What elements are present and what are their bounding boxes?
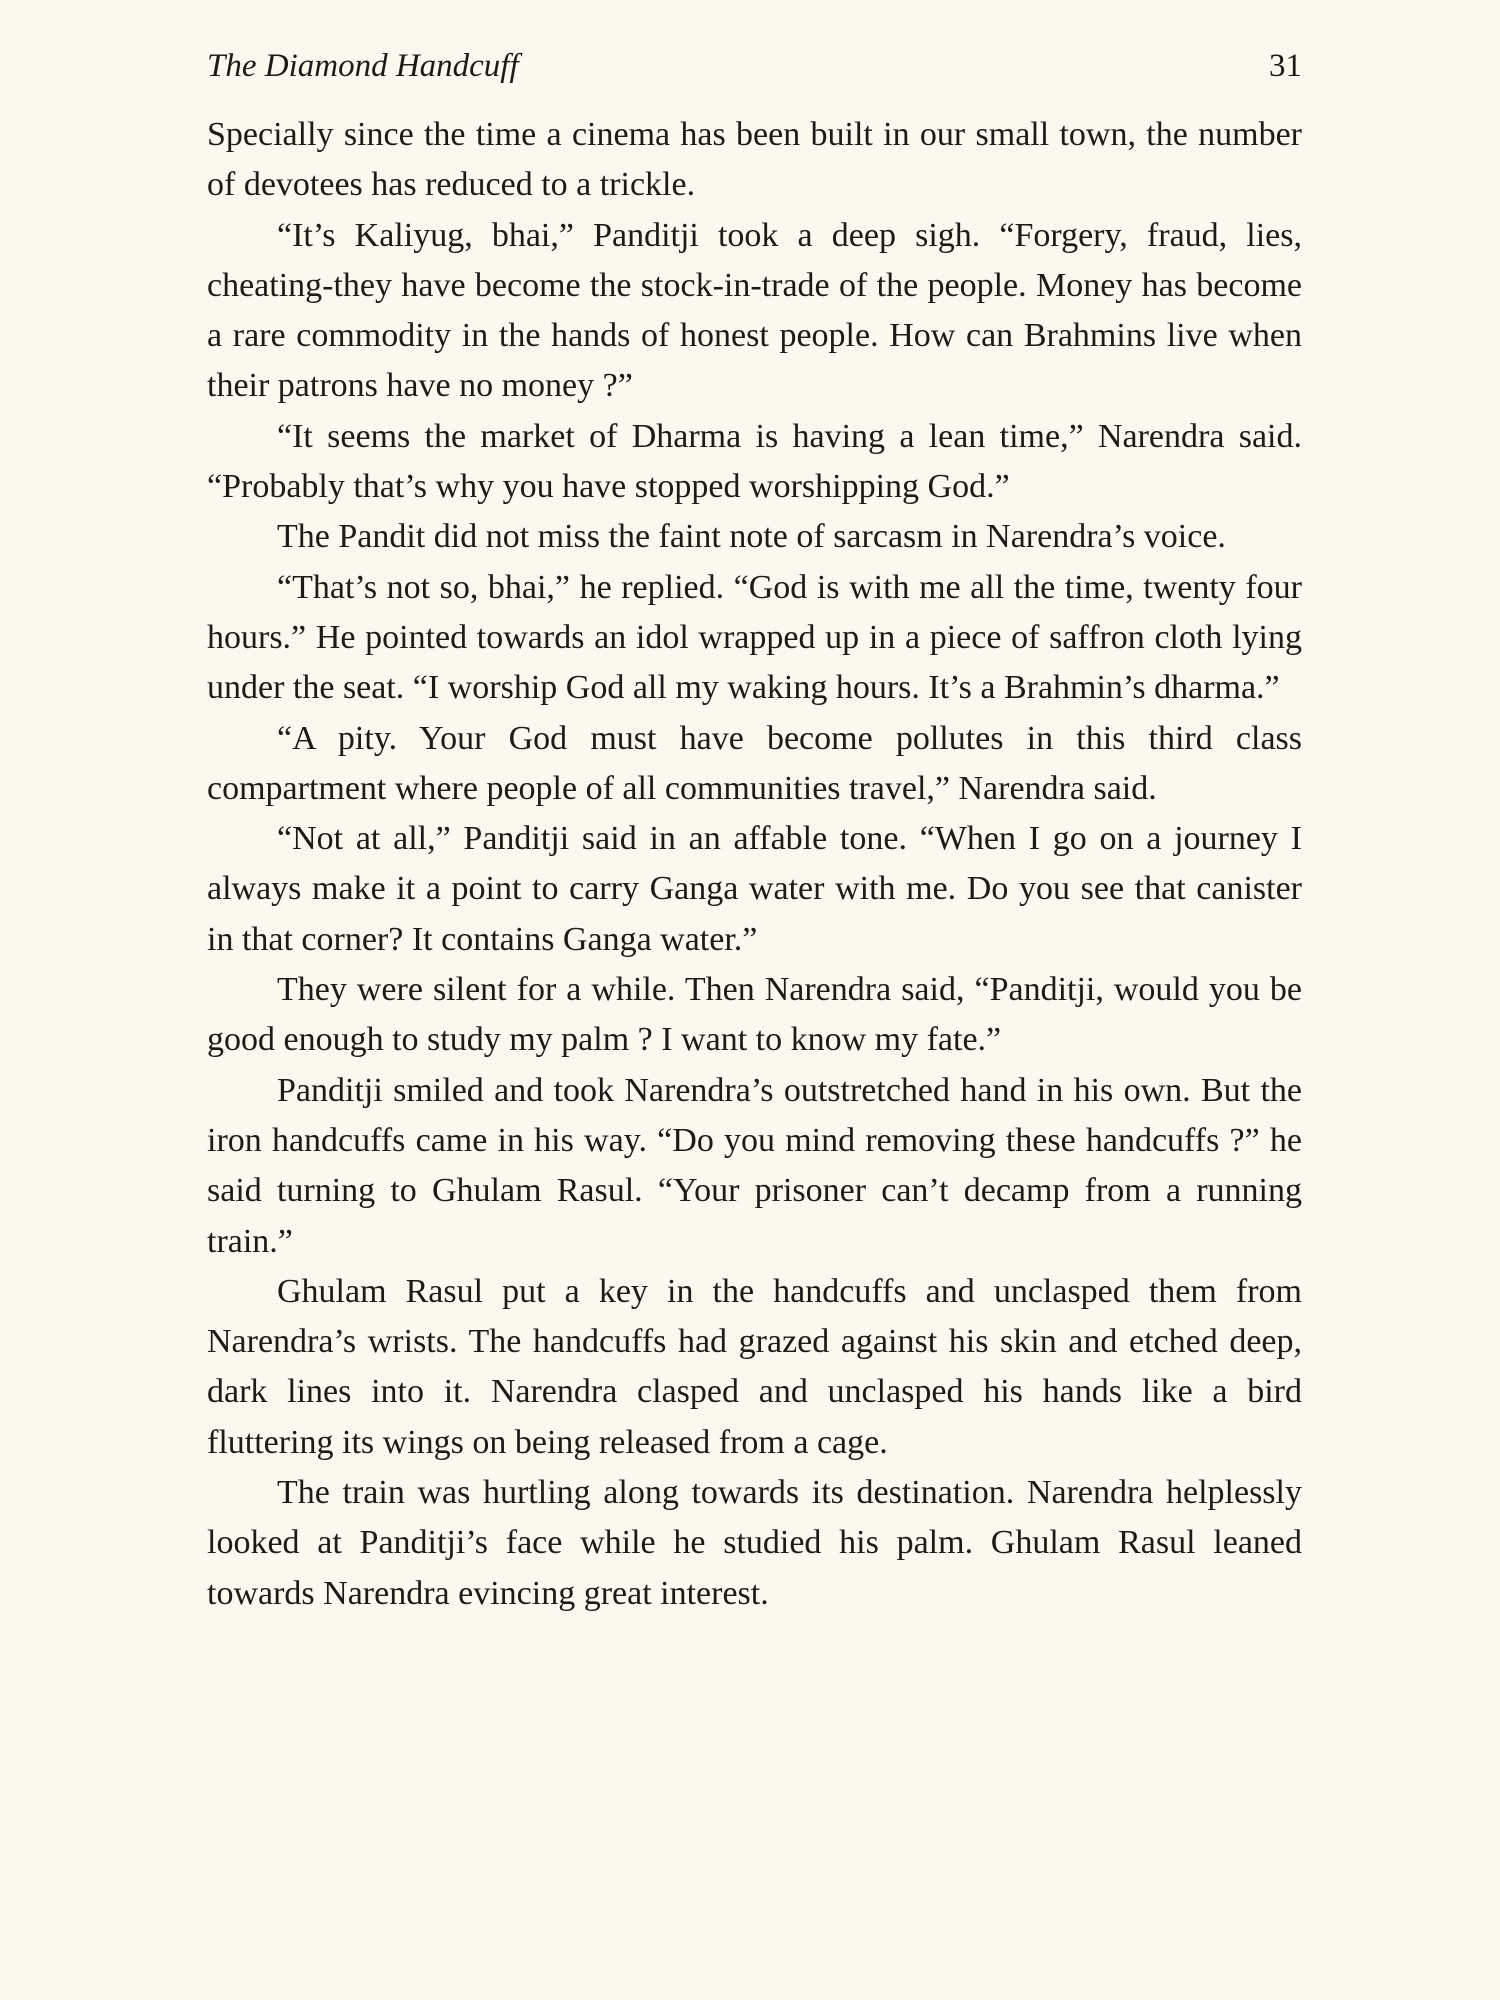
- paragraph: “Not at all,” Panditji said in an affable tone. “When I go on a journey I always make it a point to carry Ganga water with me. Do you see that canister in that corner? It contains Ganga water.”: [207, 820, 1302, 958]
- paragraph: Panditji smiled and took Narendra’s outstretched hand in his own. But the iron handcuffs came in his way. “Do you mind removing these handcuffs ?” he said turning to Ghulam Rasul. “Your prisoner can’t decamp from a running train.”: [207, 1071, 1302, 1260]
- book-title: The Diamond Handcuff: [207, 48, 519, 84]
- paragraph: “That’s not so, bhai,” he replied. “God is with me all the time, twenty four hours.” He pointed towards an idol wrapped up in a piece of saffron cloth lying under the seat. “I worship God all my waking hours. It’s a Brahmin’s dharma.”: [207, 568, 1302, 707]
- page-number: 31: [1269, 48, 1302, 84]
- running-header: [207, 48, 1302, 92]
- paragraph: The train was hurtling along towards its destination. Narendra helplessly looked at Panditji’s face while he studied his palm. Ghulam Rasul leaned towards Narendra evincing great interest.: [207, 1474, 1302, 1612]
- paragraph: They were silent for a while. Then Narendra said, “Panditji, would you be good enough to study my palm ? I want to know my fate.”: [207, 971, 1302, 1059]
- paragraph: “It seems the market of Dharma is having a lean time,” Narendra said. “Probably that’s why you have stopped worshipping God.”: [207, 417, 1302, 506]
- paragraph: Specially since the time a cinema has been built in our small town, the number of devotees has reduced to a trickle.: [207, 116, 1302, 204]
- paragraph: The Pandit did not miss the faint note of sarcasm in Narendra’s voice.: [277, 518, 1226, 556]
- paragraph: “It’s Kaliyug, bhai,” Panditji took a deep sigh. “Forgery, fraud, lies, cheating-they have become the stock-in-trade of the people. Money has become a rare commodity in the hands of honest people. How can Brahmins live when their patrons have no money ?”: [207, 216, 1302, 405]
- paragraph: Ghulam Rasul put a key in the handcuffs and unclasped them from Narendra’s wrists. The handcuffs had grazed against his skin and etched deep, dark lines into it. Narendra clasped and unclasped his hands like a bird fluttering its wings on being released from a cage.: [207, 1272, 1302, 1461]
- paragraph: “A pity. Your God must have become pollutes in this third class compartment where people of all communities travel,” Narendra said.: [207, 719, 1302, 807]
- page-body: [207, 110, 1302, 1619]
